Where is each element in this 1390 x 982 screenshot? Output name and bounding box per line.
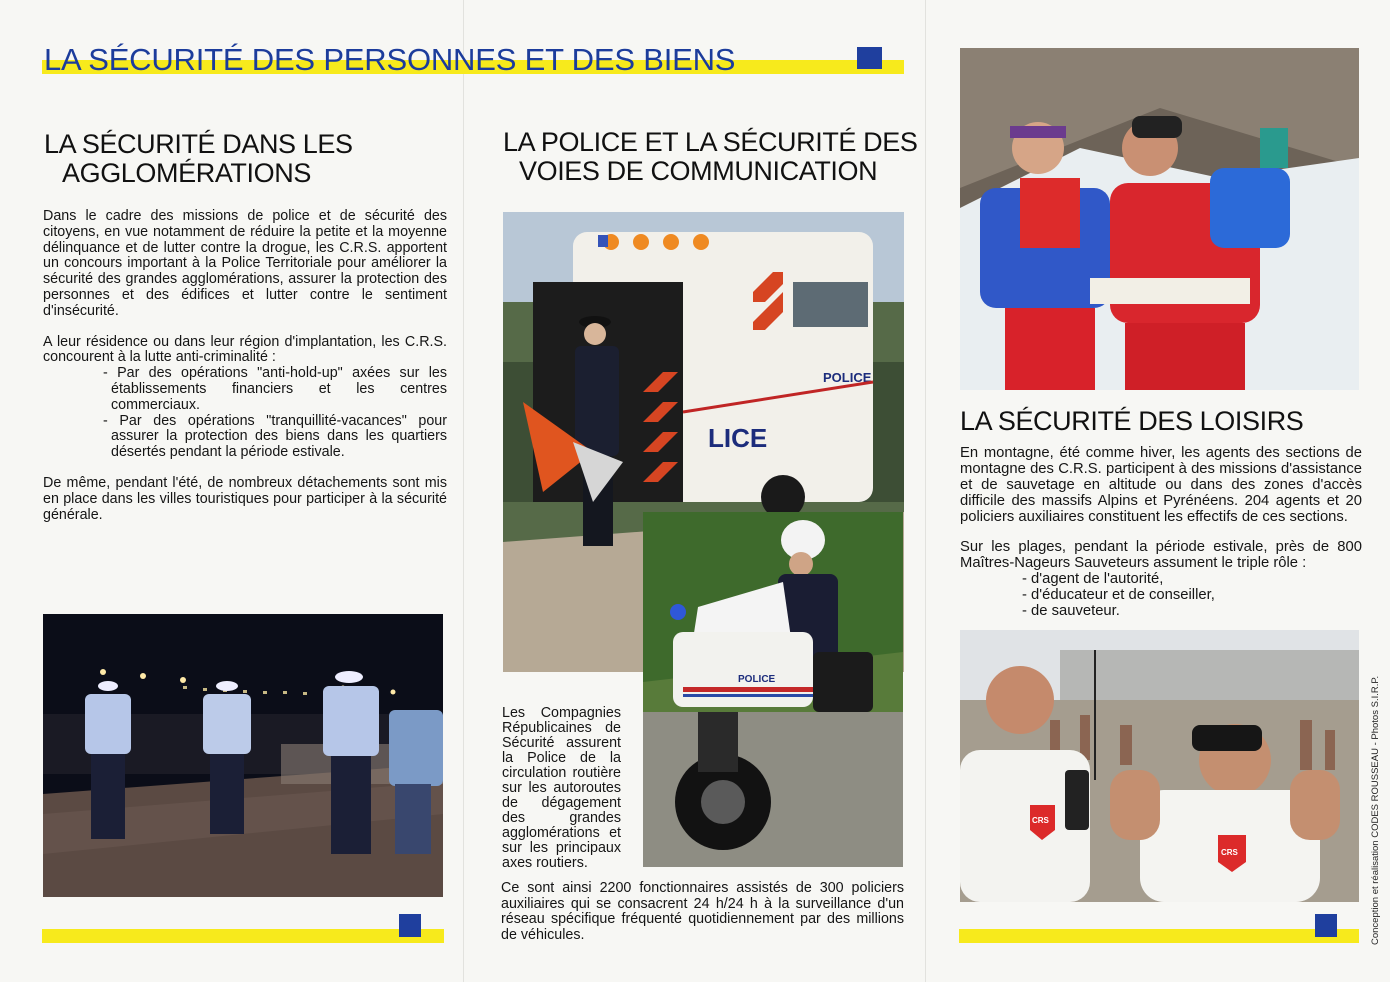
- left-paragraph-3: De même, pendant l'été, de nombreux détachements sont mis en place dans les villes touristiques pour participer à la sécurité générale.: [43, 474, 447, 523]
- right-paragraph-2: Sur les plages, pendant la période estivale, près de 800 Maîtres-Nageurs Sauveteurs assument le triple rôle :: [960, 539, 1362, 571]
- van-police-label: POLICE: [823, 370, 872, 385]
- left-heading-line2: AGGLOMÉRATIONS: [62, 158, 311, 188]
- main-title: LA SÉCURITÉ DES PERSONNES ET DES BIENS: [44, 42, 736, 77]
- fold-line-right: [925, 0, 926, 982]
- left-paragraph-2: A leur résidence ou dans leur région d'implantation, les C.R.S. concourent à la lutte anti-criminalité :: [43, 333, 447, 366]
- middle-heading-line2: VOIES DE COMMUNICATION: [519, 156, 878, 186]
- right-body: [960, 445, 1362, 619]
- middle-heading-line1: LA POLICE ET LA SÉCURITÉ DES: [503, 127, 918, 157]
- right-list-item-2: - d'éducateur et de conseiller,: [1022, 587, 1215, 603]
- left-footer-bar: [42, 929, 444, 943]
- middle-body: [501, 881, 904, 958]
- right-list-item-1: - d'agent de l'autorité,: [1022, 571, 1164, 587]
- middle-caption: [502, 706, 621, 886]
- photo-police-motorcycle: [643, 512, 903, 867]
- left-bullet-1: - Par des opérations "anti-hold-up" axées sur les établissements financiers et les centres commerciaux.: [103, 365, 447, 413]
- moto-police-label: POLICE: [738, 674, 776, 685]
- photo-beach-lifeguards: [960, 630, 1359, 902]
- photo-night-patrol: [43, 614, 443, 897]
- right-paragraph-1: En montagne, été comme hiver, les agents des sections de montagne des C.R.S. participent à des missions d'assistance et de sauvetage en altitude ou dans des zones d'accès difficile des massifs Alpins et Pyrénéens. 204 agents et 20 policiers auxiliaires constituent les effectifs de ces sections.: [960, 445, 1362, 525]
- middle-paragraph: Ce sont ainsi 2200 fonctionnaires assistés de 300 policiers auxiliaires qui se consacrent 24 h/24 h à la surveillance d'un réseau spécifique fréquenté quotidiennement par des millions de véhicules.: [501, 880, 904, 943]
- left-paragraph-1: Dans le cadre des missions de police et de sécurité des citoyens, en vue notamment de réduire la petite et la moyenne délinquance et de lutter contre la drogue, les C.R.S. apportent un concours important à la Police Territoriale pour améliorer la sécurité des grandes agglomérations, assurer la protection des personnes et des édifices et lutter contre le sentiment d'insécurité.: [43, 208, 447, 319]
- badge-crs-left: CRS: [1032, 816, 1049, 825]
- right-footer-bar: [959, 929, 1359, 943]
- left-body: [43, 209, 447, 538]
- fold-line-left: [463, 0, 464, 982]
- left-heading-line1: LA SÉCURITÉ DANS LES: [44, 129, 353, 159]
- middle-heading: [503, 128, 917, 186]
- photo-mountain-rescuers: [960, 48, 1359, 390]
- right-footer-blue-square: [1315, 914, 1337, 937]
- photo-credit: Conception et réalisation CODES ROUSSEAU - Photos S.I.R.P.: [1370, 675, 1381, 945]
- right-list-item-3: - de sauveteur.: [1022, 603, 1120, 619]
- van-rear-label: LICE: [708, 423, 768, 453]
- left-bullet-2: - Par des opérations "tranquillité-vacances" pour assurer la protection des biens dans les quartiers désertés pendant la période estivale.: [103, 412, 447, 461]
- right-heading: LA SÉCURITÉ DES LOISIRS: [960, 406, 1304, 436]
- left-heading: [44, 130, 353, 188]
- title-blue-square: [857, 47, 882, 69]
- left-footer-blue-square: [399, 914, 421, 937]
- middle-caption-text: Les Compagnies Républicaines de Sécurité assurent la Police de la circulation routière sur les autoroutes de dégagement des grandes agglomérations et sur les principaux axes routiers.: [502, 705, 621, 871]
- badge-crs-right: CRS: [1221, 848, 1238, 857]
